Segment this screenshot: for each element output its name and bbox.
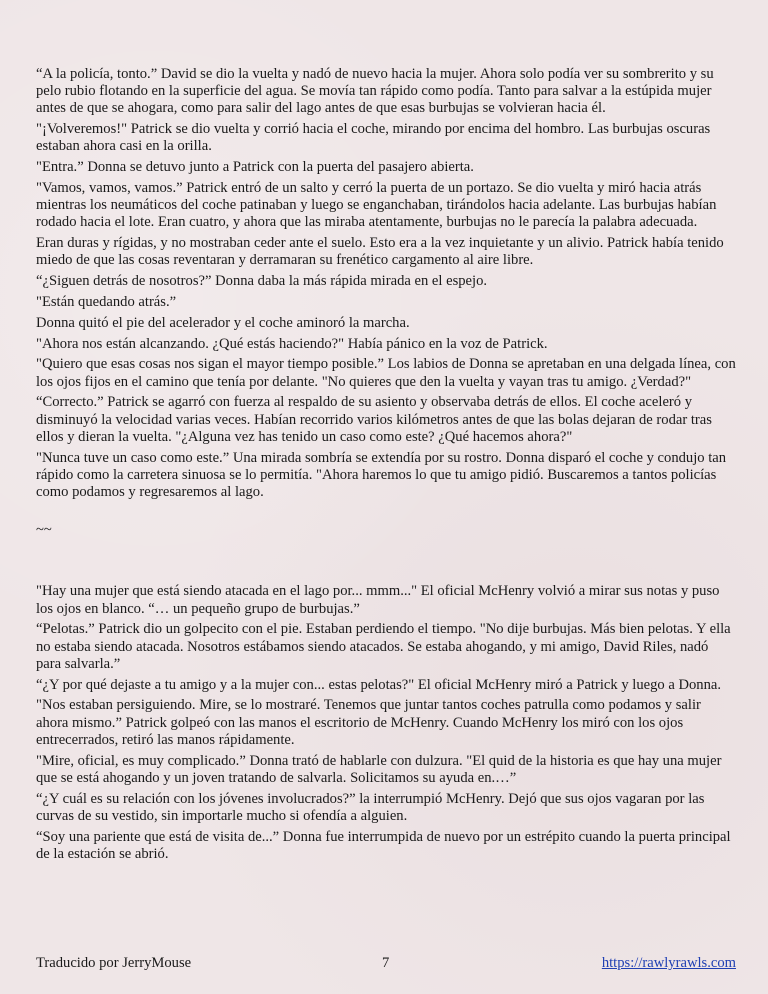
paragraph: "Mire, oficial, es muy complicado.” Donna trató de hablarle con dulzura. "El quid de la historia es que hay una mujer que se está ahogando y un joven tratando de salvarla. Solicitamos su ayuda en.…”: [36, 752, 722, 786]
paragraph: Eran duras y rígidas, y no mostraban ceder ante el suelo. Esto era a la vez inquietante y un alivio. Patrick había tenido miedo de que las cosas reventaran y derramaran su frenético cargamento al aire libre.: [36, 235, 724, 269]
paragraph: “Soy una pariente que está de visita de...” Donna fue interrumpida de nuevo por un estrépito cuando la puerta principal de la estación se abrió.: [36, 828, 731, 862]
paragraph: "Nos estaban persiguiendo. Mire, se lo mostraré. Tenemos que juntar tantos coches patrulla como podamos y salir ahora mismo.” Patrick golpeó con las manos el escritorio de McHenry. Cuando McHenry los miró con los ojos entrecerrados, retiró las manos rápidamente.: [36, 697, 701, 748]
paragraph: “Pelotas.” Patrick dio un golpecito con el pie. Estaban perdiendo el tiempo. "No dije burbujas. Más bien pelotas. Y ella no estaba siendo atacada. Nosotros estábamos siendo atacados. Se estaba ahogando, y mi amigo, David Riles, nadó para salvarla.”: [36, 621, 731, 672]
translator-credit: Traducido por JerryMouse: [36, 955, 192, 971]
paragraph: “¿Y cuál es su relación con los jóvenes involucrados?” la interrumpió McHenry. Dejó que sus ojos vagaran por las curvas de su vestido, sin importarle mucho si ofendía a alguien.: [36, 790, 705, 824]
paragraph: "Hay una mujer que está siendo atacada en el lago por... mmm..." El oficial McHenry volvió a mirar sus notas y puso los ojos en blanco. “… un pequeño grupo de burbujas.”: [36, 583, 720, 617]
website-link[interactable]: https://rawlyrawls.com: [601, 955, 736, 971]
section-1: [36, 66, 736, 501]
paragraph: “¿Y por qué dejaste a tu amigo y a la mujer con... estas pelotas?" El oficial McHenry miró a Patrick y luego a Donna.: [36, 676, 722, 693]
section-gap: [36, 539, 736, 583]
paragraph: “A la policía, tonto.” David se dio la vuelta y nadó de nuevo hacia la mujer. Ahora solo podía ver su sombrerito y su pelo rubio flotando en la superficie del agua. Se movía tan rápido como podía. Tanto para salvar a la estúpida mujer antes de que se ahogara, como para salir del lago antes de que esas burbujas se volvieran hacia él.: [36, 66, 714, 117]
paragraph: "Ahora nos están alcanzando. ¿Qué estás haciendo?" Había pánico en la voz de Patrick.: [36, 335, 548, 352]
paragraph: “Correcto.” Patrick se agarró con fuerza al respaldo de su asiento y observaba detrás de ellos. El coche aceleró y disminuyó la velocidad varias veces. Habían recorrido varios kilómetros antes de que las bolas dejaran de rodar tras ellos y dieran la vuelta. "¿Alguna vez has tenido un caso como este? ¿Qué hacemos ahora?": [36, 394, 712, 445]
paragraph: "¡Volveremos!" Patrick se dio vuelta y corrió hacia el coche, mirando por encima del hombro. Las burbujas oscuras estaban ahora casi en la orilla.: [36, 121, 711, 155]
paragraph: Donna quitó el pie del acelerador y el coche aminoró la marcha.: [36, 314, 410, 331]
paragraph: "Vamos, vamos, vamos.” Patrick entró de un salto y cerró la puerta de un portazo. Se dio vuelta y miró hacia atrás mientras los neumáticos del coche patinaban y luego se enganchaban, tirándolos hacia adelante. Las burbujas habían rodado hacia el lote. Eran cuatro, y ahora que las miraba atentamente, burbujas no le parecía la palabra adecuada.: [36, 180, 717, 231]
section-2: [36, 583, 736, 863]
paragraph: "Están quedando atrás.”: [36, 294, 177, 310]
scene-separator: ~~: [36, 522, 52, 539]
document-body: [36, 66, 736, 867]
paragraph: "Nunca tuve un caso como este.” Una mirada sombría se extendía por su rostro. Donna disparó el coche y condujo tan rápido como la carretera sinuosa se lo permitía. "Ahora haremos lo que tu amigo pidió. Buscaremos a tantos policías como podamos y regresaremos al lago.: [36, 449, 727, 500]
paragraph: “¿Siguen detrás de nosotros?” Donna daba la más rápida mirada en el espejo.: [36, 273, 488, 290]
paragraph: "Entra.” Donna se detuvo junto a Patrick con la puerta del pasajero abierta.: [36, 159, 474, 176]
page-footer: [36, 953, 736, 973]
page-number: 7: [382, 955, 390, 971]
paragraph: "Quiero que esas cosas nos sigan el mayor tiempo posible.” Los labios de Donna se apretaban en una delgada línea, con los ojos fijos en el camino que tenía por delante. "No quieres que den la vuelta y vayan tras tu amigo. ¿Verdad?": [36, 356, 736, 390]
